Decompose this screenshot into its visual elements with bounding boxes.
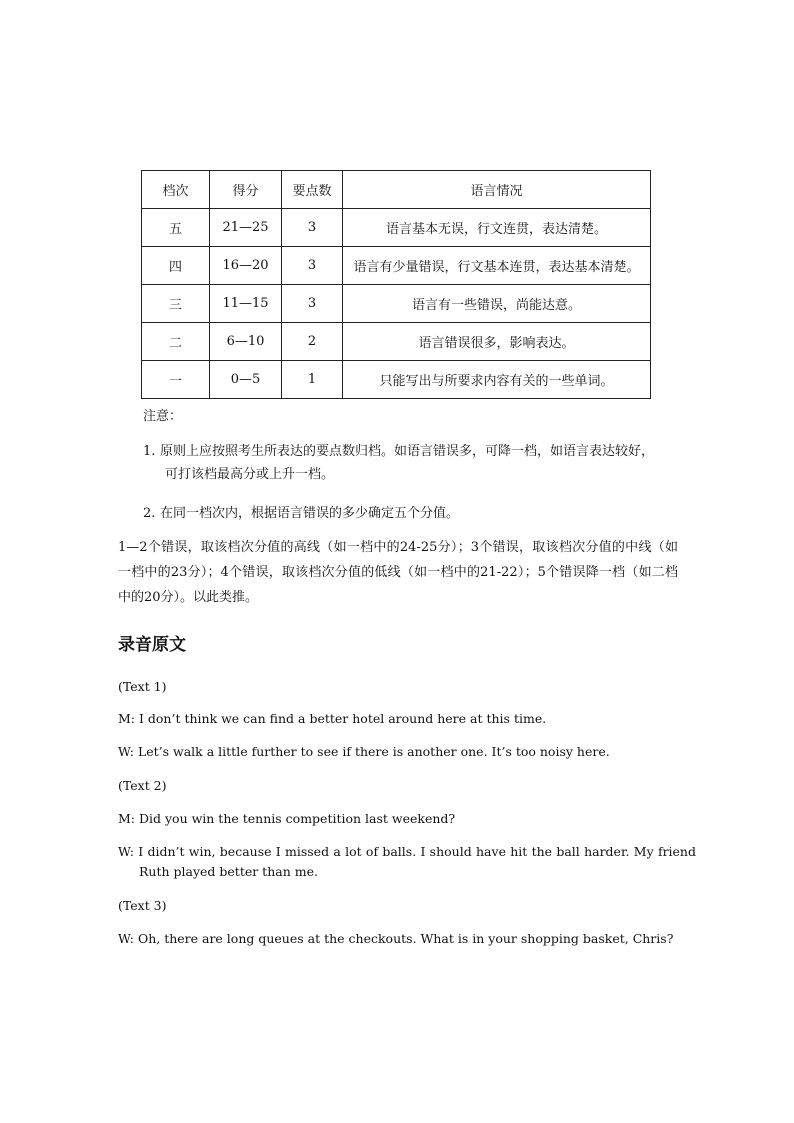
table-row <box>142 209 651 247</box>
cell-language: 语言有一些错误，尚能达意。 <box>343 285 651 323</box>
cell-level: 二 <box>142 323 210 361</box>
cell-points: 2 <box>282 323 343 361</box>
cell-level: 三 <box>142 285 210 323</box>
rule-2-number: 2. <box>143 506 156 521</box>
cell-language: 语言错误很多，影响表达。 <box>343 323 651 361</box>
rule-1-number: 1. <box>143 444 156 459</box>
grading-table <box>141 170 651 399</box>
cell-score: 11—15 <box>210 285 282 323</box>
transcript-line: M: I don’t think we can find a better hotel around here at this time. <box>118 711 547 726</box>
header-language: 语言情况 <box>343 171 651 209</box>
transcript-line: (Text 3) <box>118 898 167 913</box>
notes-title: 注意： <box>143 409 183 424</box>
rule-2-text: 在同一档次内，根据语言错误的多少确定五个分值。 <box>160 506 460 521</box>
cell-level: 一 <box>142 361 210 399</box>
table-row <box>142 285 651 323</box>
header-level: 档次 <box>142 171 210 209</box>
transcript-heading: 录音原文 <box>118 635 186 655</box>
cell-score: 6—10 <box>210 323 282 361</box>
error-paragraph: 1—2个错误，取该档次分值的高线（如一档中的24-25分）；3个错误，取该档次分值的中线（如一档中的23分）；4个错误，取该档次分值的低线（如一档中的21-22）；5个错误降一档（如二档中的20分）。以此类推。 <box>118 540 678 605</box>
cell-points: 3 <box>282 285 343 323</box>
cell-points: 3 <box>282 209 343 247</box>
cell-score: 16—20 <box>210 247 282 285</box>
transcript-line: W: Let’s walk a little further to see if there is another one. It’s too noisy here. <box>118 744 610 759</box>
cell-score: 21—25 <box>210 209 282 247</box>
rule-2 <box>143 502 678 525</box>
header-score: 得分 <box>210 171 282 209</box>
cell-language: 语言基本无误，行文连贯，表达清楚。 <box>343 209 651 247</box>
rule-1-line-1: 原则上应按照考生所表达的要点数归档。如语言错误多，可降一档，如语言表达较好， <box>160 444 655 459</box>
table-row <box>142 361 651 399</box>
transcript-line: (Text 1) <box>118 679 167 694</box>
cell-language: 语言有少量错误，行文基本连贯，表达基本清楚。 <box>343 247 651 285</box>
cell-points: 1 <box>282 361 343 399</box>
rule-1 <box>143 440 678 486</box>
cell-score: 0—5 <box>210 361 282 399</box>
table-header-row <box>142 171 651 209</box>
cell-points: 3 <box>282 247 343 285</box>
transcript-line: M: Did you win the tennis competition last weekend? <box>118 811 456 826</box>
transcript-line: (Text 2) <box>118 778 167 793</box>
table-row <box>142 323 651 361</box>
cell-level: 五 <box>142 209 210 247</box>
transcript-line: W: I didn’t win, because I missed a lot of balls. I should have hit the ball harder. My friend Ruth played better than me. <box>118 844 696 879</box>
cell-level: 四 <box>142 247 210 285</box>
transcript-line: W: Oh, there are long queues at the checkouts. What is in your shopping basket, Chris? <box>118 931 674 946</box>
cell-language: 只能写出与所要求内容有关的一些单词。 <box>343 361 651 399</box>
rule-1-line-2: 可打该档最高分或上升一档。 <box>165 467 335 482</box>
header-points: 要点数 <box>282 171 343 209</box>
table-row <box>142 247 651 285</box>
